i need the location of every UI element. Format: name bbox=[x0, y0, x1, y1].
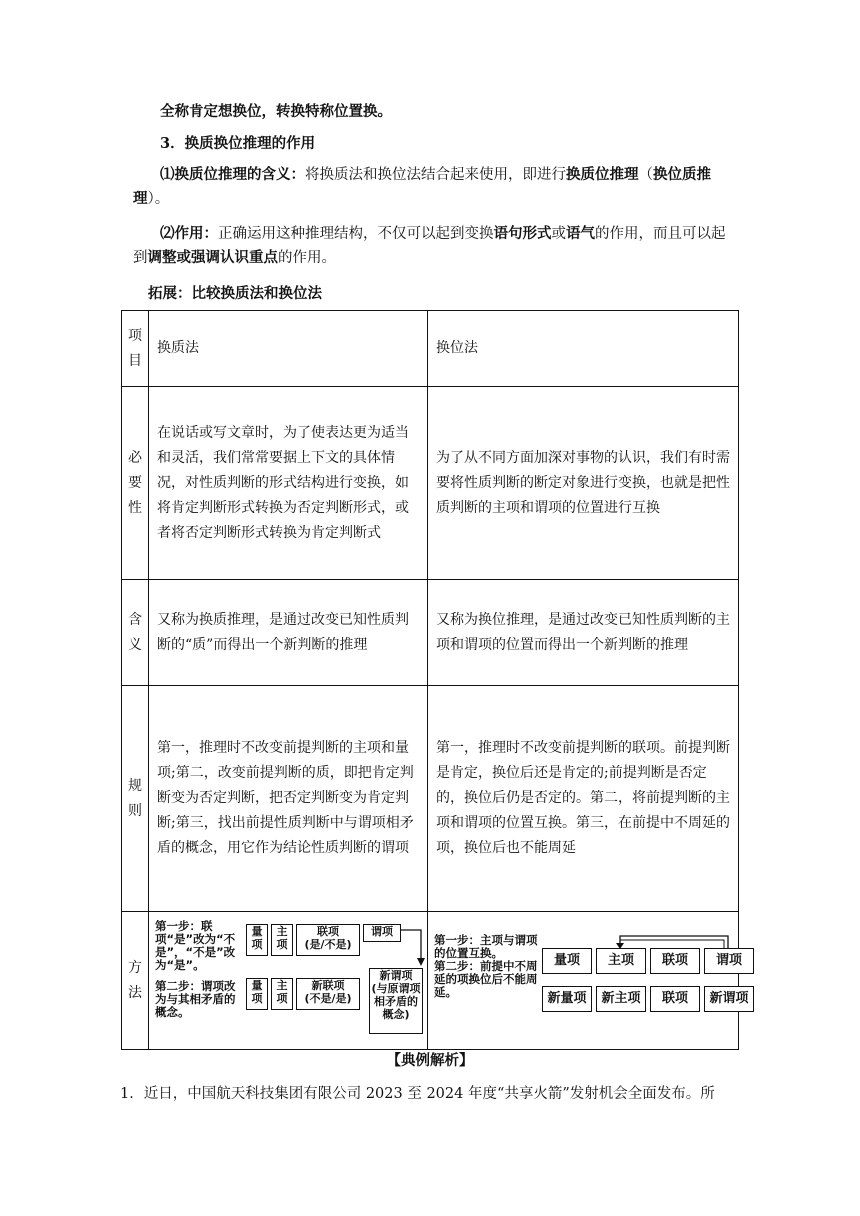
row-label: 规 则 bbox=[122, 686, 149, 912]
header-label: 项 目 bbox=[128, 327, 142, 369]
table-row bbox=[122, 912, 739, 1050]
function-text: 的作用，而且可以起到 bbox=[133, 226, 726, 266]
definition-term: 换质位推理 bbox=[566, 166, 639, 183]
table-row bbox=[122, 686, 739, 912]
function-label: ⑵作用： bbox=[160, 225, 218, 242]
row-col2: 又称为换位推理，是通过改变已知性质判断的主项和谓项的位置而得出一个新判断的推理 bbox=[428, 580, 739, 686]
example-paragraph: 1．近日，中国航天科技集团有限公司 2023 至 2024 年度“共享火箭”发射机会全面发布。所 bbox=[120, 1086, 715, 1102]
example-heading: 【典例解析】 bbox=[386, 1052, 474, 1069]
definition-label: ⑴换质位推理的含义： bbox=[160, 166, 305, 183]
method2-arrow bbox=[428, 912, 748, 1038]
function-term: 语气 bbox=[566, 225, 595, 242]
comparison-table bbox=[121, 310, 749, 1050]
method2-step1: 第一步：主项与谓项的位置互换。 bbox=[434, 933, 538, 960]
function-text: 或 bbox=[551, 226, 566, 242]
row-label: 必 要 性 bbox=[122, 387, 149, 580]
definition-paragraph bbox=[133, 163, 733, 211]
m1-box: 新谓项 (与原谓项相矛盾的概念) bbox=[369, 968, 423, 1034]
function-text: 的作用。 bbox=[278, 250, 336, 266]
m2-box: 联项 bbox=[650, 986, 700, 1012]
header-col2: 换位法 bbox=[428, 311, 739, 387]
table-row bbox=[122, 580, 739, 686]
m2-box: 新量项 bbox=[542, 986, 592, 1012]
m2-box: 联项 bbox=[650, 948, 700, 974]
row-col1: 又称为换质推理，是通过改变已知性质判断的“质”而得出一个新判断的推理 bbox=[149, 580, 428, 686]
function-paragraph bbox=[133, 222, 733, 270]
definition-term-alt: 换位质推理 bbox=[133, 166, 711, 207]
m2-box: 量项 bbox=[542, 948, 592, 974]
method1-step1: 第一步：联项“是”改为“不是”，“不是”改为“是”。 bbox=[155, 919, 236, 972]
m1-box: 量项 bbox=[246, 924, 268, 956]
header-label-cell bbox=[122, 311, 149, 387]
definition-text: （ bbox=[638, 167, 653, 183]
m2-box: 新主项 bbox=[596, 986, 646, 1012]
method-diagram-1 bbox=[149, 912, 428, 1050]
m1-box: 主项 bbox=[271, 978, 293, 1010]
table-row bbox=[122, 387, 739, 580]
row-col2: 为了从不同方面加深对事物的认识，我们有时需要将性质判断的断定对象进行变换，也就是把性质判断的主项和谓项的位置进行互换 bbox=[428, 387, 739, 580]
definition-text: 将换质法和换位法结合起来使用，即进行 bbox=[305, 167, 566, 183]
m1-box: 主项 bbox=[271, 924, 293, 956]
row-col2: 第一，推理时不改变前提判断的联项。前提判断是肯定，换位后还是肯定的;前提判断是否定的，换位后仍是否定的。第二，将前提判断的主项和谓项的位置互换。第三，在前提中不周延的项，换位后也不能周延 bbox=[428, 686, 739, 912]
extension-heading: 拓展：比较换质法和换位法 bbox=[148, 285, 322, 302]
method1-arrow bbox=[149, 912, 427, 1038]
row-label: 方 法 bbox=[122, 912, 149, 1050]
function-term: 调整或强调认识重点 bbox=[147, 249, 278, 266]
row-col1: 第一，推理时不改变前提判断的主项和量项;第二，改变前提判断的质，即把肯定判断变为否定判断，把否定判断变为肯定判断;第三，找出前提性质判断中与谓项相矛盾的概念，用它作为结论性质判断的谓项 bbox=[149, 686, 428, 912]
method1-step2: 第二步：谓项改为与其相矛盾的概念。 bbox=[155, 979, 236, 1019]
table-header-row bbox=[122, 311, 739, 387]
method2-step2: 第二步：前提中不周延的项换位后不能周延。 bbox=[434, 959, 538, 999]
function-term: 语句形式 bbox=[493, 225, 552, 242]
row-label: 含 义 bbox=[122, 580, 149, 686]
m2-box: 主项 bbox=[596, 948, 646, 974]
function-text: 正确运用这种推理结构，不仅可以起到变换 bbox=[218, 226, 494, 242]
m2-box: 新谓项 bbox=[704, 986, 754, 1012]
m1-box: 新联项 (不是/是) bbox=[296, 978, 360, 1010]
definition-text: ）。 bbox=[147, 191, 170, 207]
m2-box: 谓项 bbox=[704, 948, 754, 974]
row-col1: 在说话或写文章时，为了使表达更为适当和灵活，我们常常要据上下文的具体情况，对性质判断的形式结构进行变换，如将肯定判断形式转换为否定判断形式，或者将否定判断形式转换为肯定判断式 bbox=[149, 387, 428, 580]
m1-box: 量项 bbox=[246, 978, 268, 1010]
m1-box: 联项 (是/不是) bbox=[296, 924, 360, 956]
method-diagram-2 bbox=[428, 912, 749, 1050]
section-heading: 3．换质换位推理的作用 bbox=[160, 135, 316, 152]
header-col1: 换质法 bbox=[149, 311, 428, 387]
intro-line: 全称肯定想换位，转换特称位置换。 bbox=[160, 103, 392, 120]
m1-box: 谓项 bbox=[363, 924, 401, 942]
